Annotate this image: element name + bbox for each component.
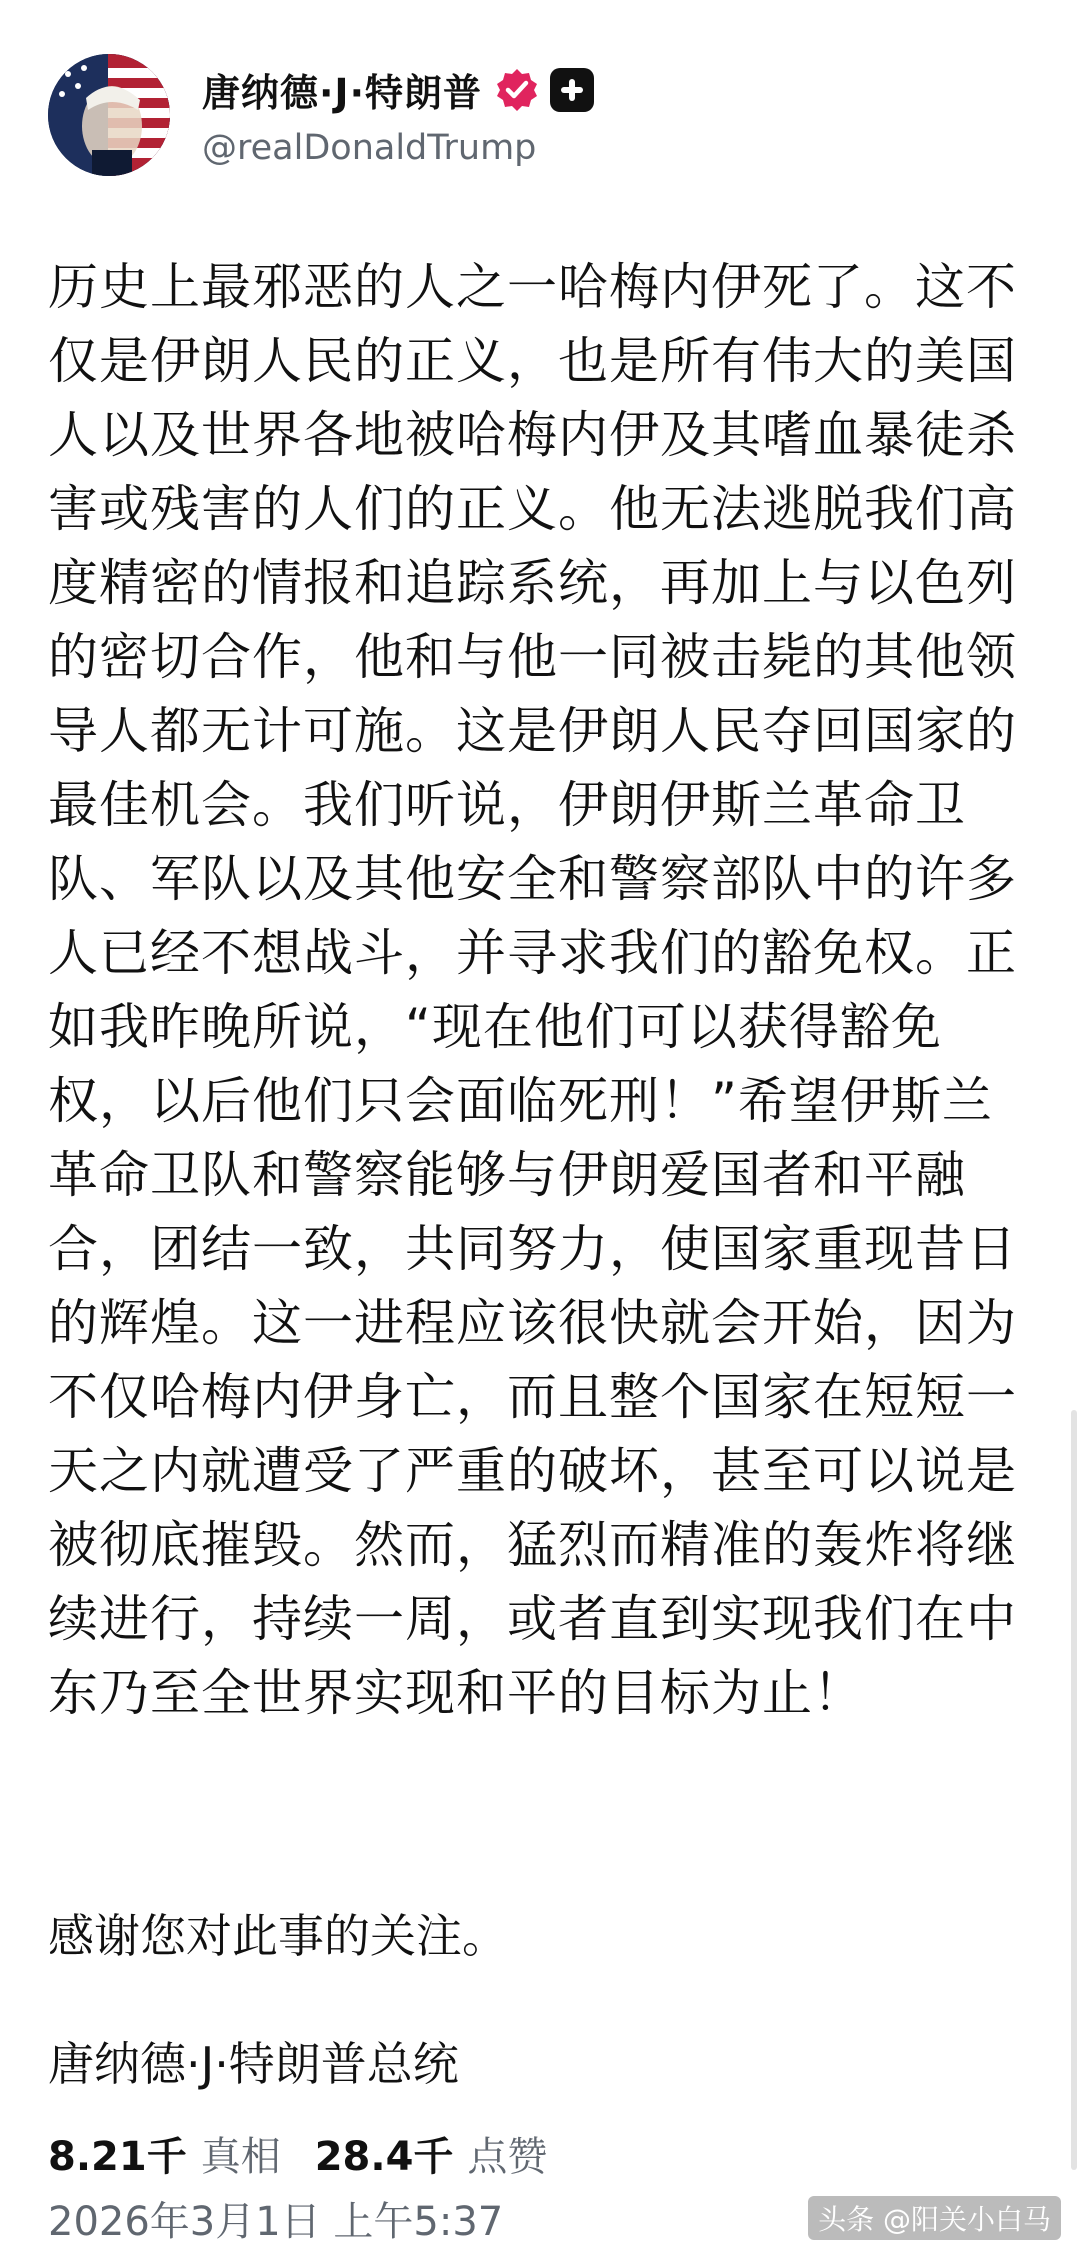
post-stats — [48, 2125, 581, 2182]
display-name-text: 唐纳德·J·特朗普 — [202, 71, 483, 115]
verified-badge-icon — [494, 67, 540, 113]
source-watermark: 头条 @阳关小白马 — [808, 2196, 1061, 2240]
display-name[interactable] — [202, 62, 594, 117]
post-header — [48, 48, 1038, 188]
scrollbar[interactable] — [1071, 1410, 1077, 2170]
post-timestamp: 2026年3月1日 上午5:37 — [48, 2199, 504, 2245]
avatar-image — [48, 54, 170, 176]
avatar[interactable] — [48, 54, 170, 176]
post-signature: 唐纳德·J·特朗普总统 — [48, 2037, 459, 2091]
post-thanks-text: 感谢您对此事的关注。 — [48, 1909, 508, 1963]
user-handle[interactable]: @realDonaldTrump — [202, 128, 537, 168]
truths-label[interactable]: 真相 — [200, 2134, 281, 2180]
likes-count[interactable]: 28.4千 — [314, 2134, 454, 2180]
truths-count[interactable]: 8.21千 — [48, 2134, 187, 2180]
plus-icon[interactable] — [550, 68, 594, 112]
post-body-text: 历史上最邪恶的人之一哈梅内伊死了。这不仅是伊朗人民的正义，也是所有伟大的美国人以及世界各地被哈梅内伊及其嗜血暴徒杀害或残害的人们的正义。他无法逃脱我们高度精密的情报和追踪系统，再加上与以色列的密切合作，他和与他一同被击毙的其他领导人都无计可施。这是伊朗人民夺回国家的最佳机会。我们听说，伊朗伊斯兰革命卫队、军队以及其他安全和警察部队中的许多人已经不想战斗，并寻求我们的豁免权。正如我昨晚所说，“现在他们可以获得豁免权，以后他们只会面临死刑！”希望伊斯兰革命卫队和警察能够与伊朗爱国者和平融合，团结一致，共同努力，使国家重现昔日的辉煌。这一进程应该很快就会开始，因为不仅哈梅内伊身亡，而且整个国家在短短一天之内就遭受了严重的破坏，甚至可以说是被彻底摧毁。然而，猛烈而精准的轰炸将继续进行，持续一周，或者直到实现我们在中东乃至全世界实现和平的目标为止！ — [48, 258, 1017, 1722]
likes-label[interactable]: 点赞 — [467, 2134, 548, 2180]
